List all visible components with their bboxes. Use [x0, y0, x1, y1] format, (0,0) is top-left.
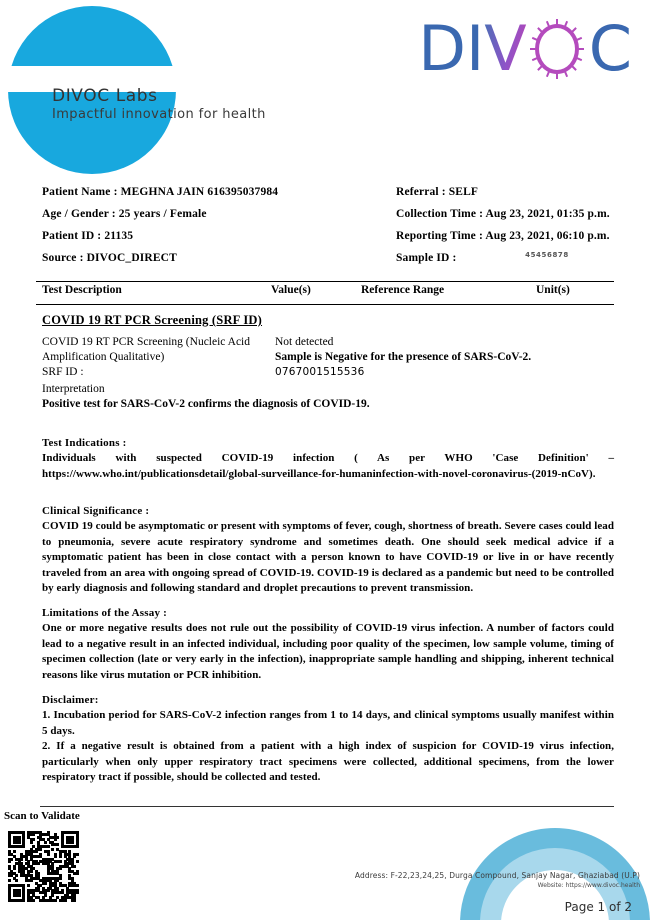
age-gender: Age / Gender : 25 years / Female [42, 208, 207, 220]
wordmark-letter-d: D [418, 12, 466, 85]
divider-above-table [36, 281, 614, 282]
test-indications-heading: Test Indications : [42, 437, 127, 449]
patient-row-name [36, 186, 614, 208]
wordmark-letter-v: V [484, 12, 527, 85]
footer-address-block [310, 871, 640, 890]
result-row-2 [42, 351, 614, 366]
section-test-indications [42, 437, 614, 482]
patient-name: Patient Name : MEGHNA JAIN 616395037984 [42, 186, 279, 198]
srf-id-label: SRF ID : [42, 366, 84, 378]
sample-id-barcode [480, 248, 614, 260]
scan-to-validate-label: Scan to Validate [4, 810, 80, 822]
section-limitations [42, 607, 614, 683]
patient-details [36, 186, 614, 274]
patient-row-source [36, 252, 614, 274]
virus-spike [537, 65, 543, 71]
result-row-srf [42, 366, 614, 381]
col-test-description: Test Description [42, 284, 122, 296]
interpretation-text: Positive test for SARS-CoV-2 confirms the diagnosis of COVID-19. [42, 398, 370, 410]
clinical-significance-body: COVID 19 could be asymptomatic or present with symptoms of fever, cough, shortness of breath. Severe cases could lead to pneumonia, severe acute respiratory syndrome and sometimes death. One should seek medical advice if a symptomatic patient has been in close contact with a person known to have COVID-19 or live in or have recently traveled from an area with ongoing spread of COVID-19. COVID-19 is declared as a pandemic but need to be controlled by early diagnosis and following standard and droplet precautions to prevent transmission. [42, 520, 614, 594]
report-header [0, 0, 650, 178]
result-value-line-1: Not detected [275, 336, 334, 348]
virus-spike [556, 73, 558, 79]
col-reference-range: Reference Range [361, 284, 445, 296]
source: Source : DIVOC_DIRECT [42, 252, 177, 264]
virus-spike [530, 48, 536, 50]
limitations-heading: Limitations of the Assay : [42, 607, 167, 619]
result-value-line-2: Sample is Negative for the presence of SARS-CoV-2. [275, 351, 532, 363]
virus-spike [578, 48, 584, 50]
test-name-line-1: COVID 19 RT PCR Screening (Nucleic Acid [42, 336, 250, 348]
footer-divider [40, 806, 614, 807]
referral: Referral : SELF [396, 186, 479, 198]
virus-spike [576, 57, 582, 61]
interpretation-heading: Interpretation [42, 383, 105, 395]
virus-o-icon [528, 19, 588, 79]
reporting-time: Reporting Time : Aug 23, 2021, 06:10 p.m. [396, 230, 610, 242]
test-indications-body: Individuals with suspected COVID-19 infection ( As per WHO 'Case Definition' – https://www.who.int/publicationsdetail/global-surveillance-for-humaninfection-with-novel-coronavirus-(2019-nCoV). [42, 452, 614, 480]
limitations-body: One or more negative results does not rule out the possibility of COVID-19 virus infection. A number of factors could lead to a negative result in an infected individual, including poor quality of the specimen, low sample volume, timing of specimen collection (late or very early in the infection), inappropriate sample handling and shipping, inherent technical reasons like virus mutation or PCR inhibition. [42, 622, 614, 681]
divider-below-table-header [36, 304, 614, 305]
wordmark-letter-c: C [588, 12, 632, 85]
clinical-significance-heading: Clinical Significance : [42, 505, 150, 517]
validation-qr-code[interactable] [8, 831, 78, 901]
srf-id-value: 0767001515536 [275, 366, 365, 378]
section-clinical-significance [42, 505, 614, 597]
brand-text-block [52, 86, 266, 124]
test-results [42, 313, 614, 413]
result-panel-title: COVID 19 RT PCR Screening (SRF ID) [42, 313, 263, 327]
lab-website: Website: https://www.divoc.health [537, 882, 640, 889]
virus-spike [537, 27, 543, 33]
page-number: Page 1 of 2 [564, 900, 632, 914]
test-name-line-2: Amplification Qualitative) [42, 351, 165, 363]
patient-id: Patient ID : 21135 [42, 230, 134, 242]
col-values: Value(s) [271, 284, 311, 296]
virus-spike [571, 65, 577, 71]
disclaimer-item-2: 2. If a negative result is obtained from a patient with a high index of suspicion for COVID-19 virus infection, particularly when only upper respiratory tract specimens were collected, additional specimens, from the lower respiratory tract if possible, should be collected and tested. [42, 740, 614, 783]
barcode-number: 45456878 [525, 251, 569, 259]
results-table-header [36, 284, 614, 304]
patient-row-age [36, 208, 614, 230]
lab-tagline: Impactful innovation for health [52, 107, 266, 122]
virus-spike [564, 71, 568, 77]
lab-name: DIVOC Labs [52, 86, 158, 106]
wordmark-letter-i: I [465, 12, 485, 85]
result-row-1 [42, 336, 614, 351]
disclaimer-heading: Disclaimer: [42, 694, 99, 706]
lab-address: Address: F-22,23,24,25, Durga Compound, Sanjay Nagar, Ghaziabad (U.P) [354, 871, 640, 880]
virus-spike [545, 71, 549, 77]
disclaimer-item-1: 1. Incubation period for SARS-CoV-2 infection ranges from 1 to 14 days, and clinical symptoms usually manifest within 5 days. [42, 709, 614, 737]
collection-time: Collection Time : Aug 23, 2021, 01:35 p.m. [396, 208, 610, 220]
sample-id-label: Sample ID : [396, 252, 457, 264]
section-disclaimer [42, 694, 614, 786]
col-units: Unit(s) [536, 284, 570, 296]
divoc-wordmark [418, 12, 632, 85]
virus-spike [556, 19, 558, 25]
